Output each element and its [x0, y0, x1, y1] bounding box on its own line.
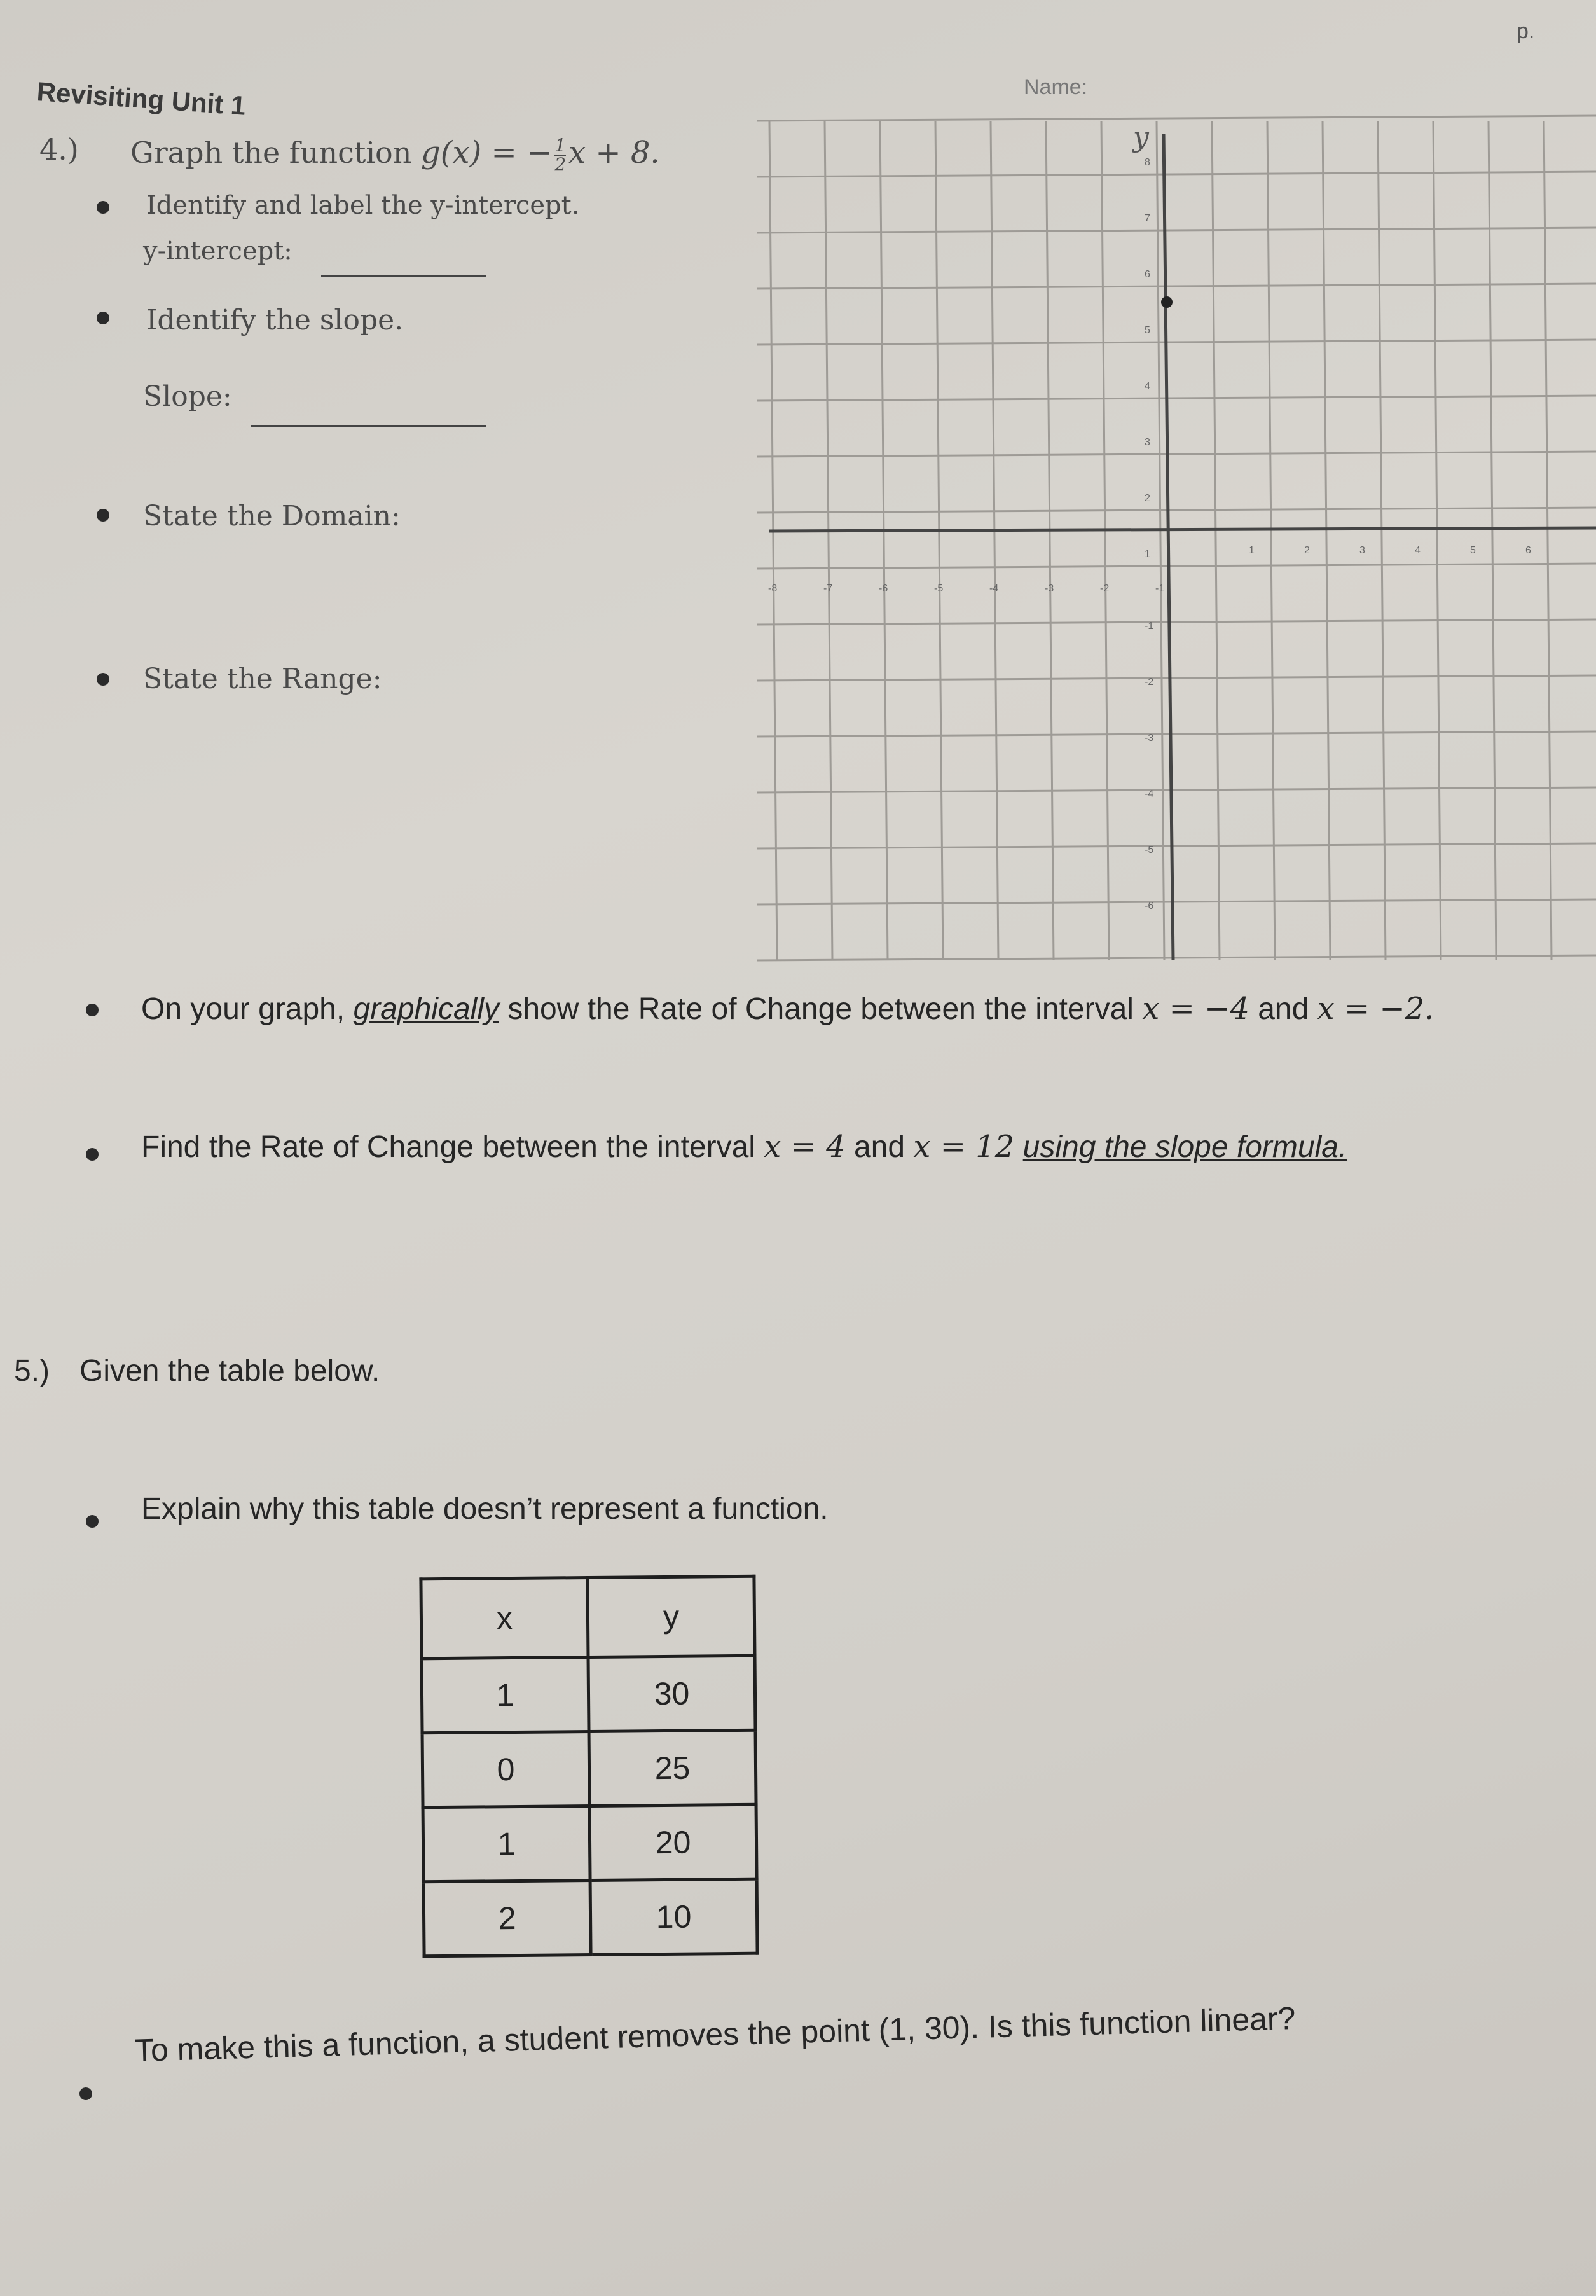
x-tick-label: -2 [1100, 583, 1110, 594]
explain-prompt: Explain why this table doesn’t represent a function. [141, 1492, 829, 1526]
grid-line-vertical [1378, 121, 1386, 960]
find-roc-x1: x = 4 [764, 1129, 846, 1165]
y-tick-label: 1 [1145, 549, 1150, 560]
q5-prompt: Given the table below. [79, 1354, 380, 1388]
grid-line-vertical [1433, 121, 1441, 960]
graph-roc-prompt [141, 991, 1434, 1027]
y-tick-label: -2 [1145, 677, 1154, 688]
bullet [86, 1148, 99, 1161]
table-header-y: y [588, 1576, 755, 1657]
y-tick-label: -4 [1145, 789, 1154, 799]
q4-prompt [130, 135, 660, 174]
tick-labels [768, 157, 1531, 911]
table-header-x: x [421, 1578, 588, 1659]
slope-answer-blank[interactable] [251, 425, 486, 427]
grid-line-vertical [1157, 121, 1164, 960]
table-row [422, 1656, 755, 1733]
linear-question: To make this a function, a student removes the point (1, 30). Is this function linear? [134, 2000, 1297, 2068]
y-tick-label: 4 [1145, 381, 1150, 392]
grid-line-horizontal [757, 564, 1596, 569]
intercept-label: y-intercept: [143, 237, 292, 266]
table-cell-y: 10 [590, 1879, 757, 1954]
y-tick-label: 2 [1145, 493, 1150, 504]
x-tick-label: -4 [989, 583, 999, 594]
range-prompt: State the Range: [143, 663, 382, 695]
grid-lines [757, 116, 1596, 960]
bullet [86, 1004, 99, 1016]
function-lhs: g(x) = − [421, 135, 553, 170]
grid-line-vertical [935, 121, 943, 960]
table-cell-x: 0 [422, 1732, 589, 1808]
table-row [422, 1730, 756, 1808]
coordinate-grid[interactable] [757, 108, 1596, 973]
find-roc-prompt [141, 1129, 1347, 1165]
table-cell-x: 2 [423, 1880, 591, 1956]
identify-intercept-text: Identify and label the y-intercept. [146, 191, 580, 220]
q5-number: 5.) [14, 1354, 50, 1388]
graph-roc-x2: x = −2. [1317, 991, 1434, 1027]
grid-line-horizontal [757, 284, 1596, 289]
bullet [97, 312, 109, 324]
x-tick-label: -3 [1045, 583, 1054, 594]
intercept-answer-blank[interactable] [321, 275, 486, 277]
q4-function [421, 134, 660, 175]
grid-line-horizontal [757, 899, 1596, 904]
find-roc-prefix: Find the Rate of Change between the interval [141, 1130, 755, 1164]
slope-label: Slope: [143, 380, 232, 413]
xy-table [419, 1575, 759, 1958]
grid-line-horizontal [757, 619, 1596, 625]
x-tick-label: -5 [934, 583, 944, 594]
y-tick-label: 6 [1145, 269, 1150, 280]
table-row [423, 1879, 757, 1956]
x-tick-label: 1 [1249, 545, 1255, 556]
graph-roc-emphasis: graphically [353, 992, 499, 1026]
bullet [79, 2087, 92, 2100]
bullet [86, 1515, 99, 1528]
table-cell-x: 1 [422, 1657, 589, 1733]
y-tick-label: 7 [1145, 213, 1150, 224]
find-roc-emphasis: using the slope formula. [1022, 1130, 1347, 1164]
y-axis-label: y [1133, 121, 1149, 153]
graph-roc-and: and [1258, 992, 1309, 1026]
y-tick-label: -1 [1145, 621, 1154, 632]
function-rhs: x + 8. [568, 135, 660, 170]
grid-line-vertical [1323, 121, 1330, 960]
x-tick-label: -1 [1155, 583, 1165, 594]
y-axis [1164, 134, 1173, 960]
grid-line-vertical [991, 121, 998, 960]
table-cell-y: 30 [588, 1656, 755, 1731]
page-mark: p. [1517, 19, 1535, 43]
y-tick-label: -5 [1145, 845, 1154, 855]
x-tick-label: -7 [823, 583, 833, 594]
y-tick-label: 3 [1145, 437, 1150, 448]
function-fraction [554, 134, 567, 175]
grid-line-vertical [1101, 121, 1109, 960]
x-tick-label: -8 [768, 583, 778, 594]
graph-roc-prefix: On your graph, [141, 992, 345, 1026]
domain-prompt: State the Domain: [143, 500, 401, 532]
y-tick-label: -3 [1145, 733, 1154, 743]
bullet [97, 673, 109, 686]
plotted-point [1161, 296, 1173, 308]
grid-line-horizontal [757, 172, 1596, 177]
grid-line-vertical [769, 121, 777, 960]
grid-line-horizontal [757, 508, 1596, 513]
y-tick-label: -6 [1145, 901, 1154, 911]
grid-line-vertical [1046, 121, 1054, 960]
table-cell-y: 25 [589, 1730, 756, 1806]
bullet [97, 509, 109, 522]
name-label: Name: [1024, 75, 1088, 99]
y-tick-label: 5 [1145, 325, 1150, 336]
grid-line-horizontal [757, 955, 1596, 960]
x-tick-label: 4 [1415, 545, 1421, 556]
x-tick-label: 6 [1525, 545, 1531, 556]
grid-line-horizontal [757, 787, 1596, 792]
x-tick-label: 3 [1359, 545, 1365, 556]
grid-line-horizontal [757, 228, 1596, 233]
table-cell-x: 1 [423, 1806, 590, 1881]
x-tick-label: -6 [879, 583, 888, 594]
grid-line-horizontal [757, 731, 1596, 737]
grid-line-vertical [1489, 121, 1496, 960]
table-row [423, 1804, 757, 1882]
x-axis [769, 528, 1596, 531]
grid-line-horizontal [757, 675, 1596, 681]
grid-line-vertical [1544, 121, 1551, 960]
y-tick-label: 8 [1145, 157, 1150, 168]
grid-line-vertical [1212, 121, 1220, 960]
table-cell-y: 20 [589, 1804, 757, 1880]
graph-roc-x1: x = −4 [1142, 991, 1249, 1027]
q4-number: 4.) [39, 132, 79, 167]
fraction-numerator: 1 [554, 134, 567, 156]
x-tick-label: 5 [1470, 545, 1476, 556]
grid-line-horizontal [757, 843, 1596, 848]
fraction-denominator: 2 [554, 153, 567, 175]
grid-line-vertical [825, 121, 832, 960]
x-tick-label: 2 [1304, 545, 1310, 556]
grid-line-vertical [880, 121, 888, 960]
grid-line-vertical [1267, 121, 1275, 960]
table-header-row [421, 1576, 755, 1659]
graph-roc-middle: show the Rate of Change between the interval [507, 992, 1134, 1026]
find-roc-and: and [853, 1130, 905, 1164]
page-title: Revisiting Unit 1 [36, 76, 247, 121]
identify-slope-text: Identify the slope. [146, 304, 404, 336]
bullet [97, 201, 109, 214]
find-roc-x2: x = 12 [913, 1129, 1015, 1165]
grid-line-horizontal [757, 116, 1596, 121]
q4-prompt-text: Graph the function [130, 135, 412, 170]
